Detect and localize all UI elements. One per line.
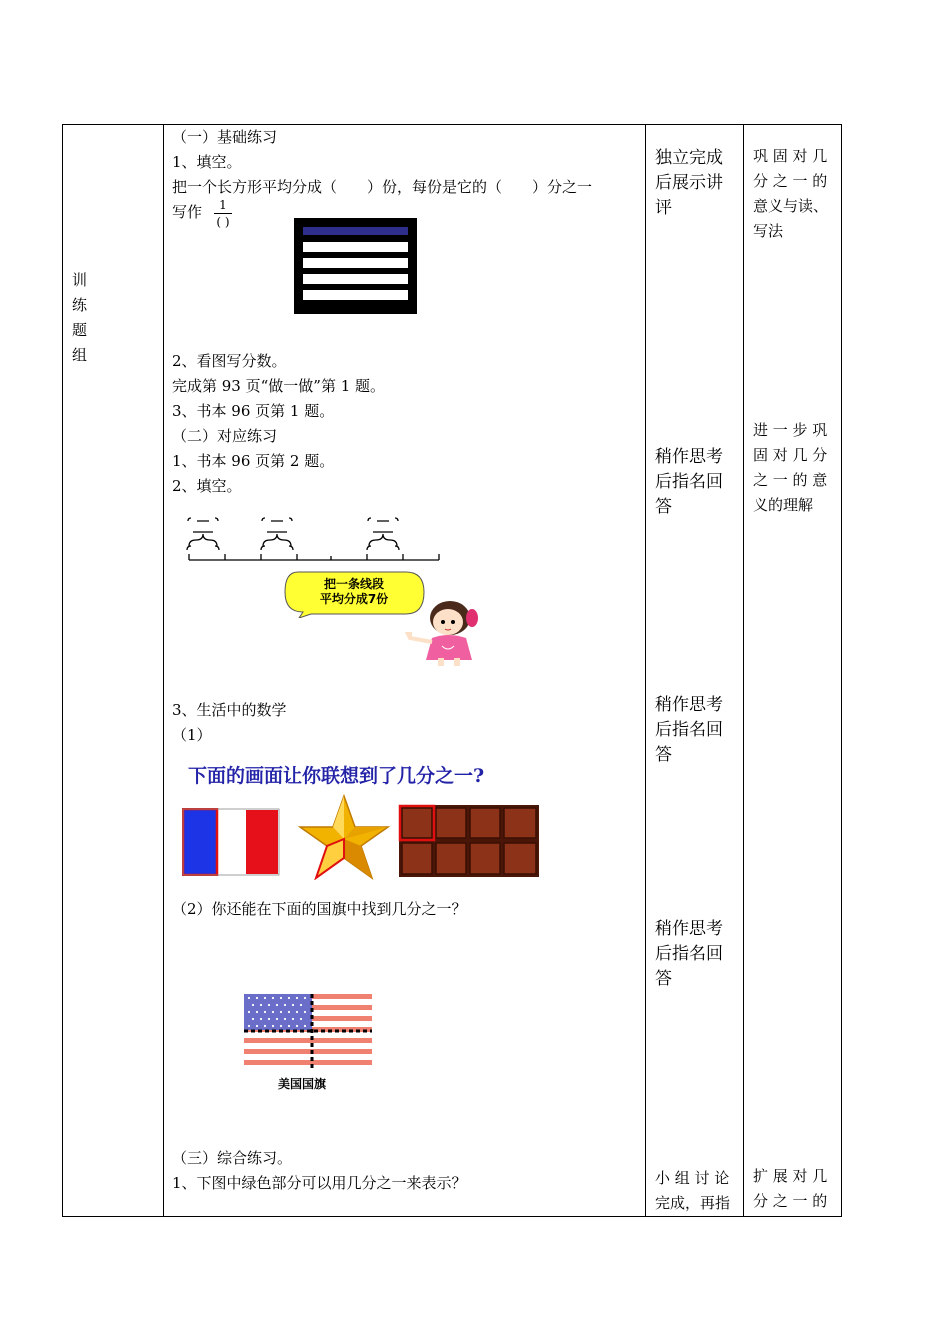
activity-line: 答 (655, 969, 672, 989)
column-divider-2 (645, 124, 646, 1217)
fraction-bar (214, 213, 232, 214)
activity-line: 后指名回 (655, 944, 723, 964)
us-flag-caption: 美国国旗 (278, 1077, 327, 1091)
basic-q2-text: 完成第 93 页“做一做”第 1 题。 (172, 377, 386, 395)
table-top-border (62, 124, 842, 125)
rectangle-parts-figure (294, 218, 417, 314)
bubble-text (296, 577, 412, 607)
basic-q2: 2、看图写分数。 (172, 352, 287, 370)
activity-line: 稍作思考 (655, 919, 723, 939)
corresponding-q1: 1、书本 96 页第 2 题。 (172, 452, 335, 470)
basic-q1: 1、填空。 (172, 153, 242, 171)
activity-line: 小 组 讨 论 (655, 1169, 730, 1187)
fraction-numerator: 1 (219, 198, 227, 212)
activity-line: 完成，再指 (655, 1194, 731, 1212)
star-figure (298, 794, 390, 880)
purpose-line: 巩 固 对 几 (753, 147, 828, 165)
bubble-line-1: 把一条线段 (323, 577, 384, 591)
comprehensive-heading: （三）综合练习。 (172, 1149, 293, 1167)
basic-q3: 3、书本 96 页第 1 题。 (172, 402, 335, 420)
column-divider-1 (163, 124, 164, 1217)
activity-line: 稍作思考 (655, 447, 723, 467)
fraction-denominator: ( ) (216, 215, 230, 229)
purpose-line: 固 对 几 分 (753, 446, 828, 464)
section-label-char: 练 (72, 296, 88, 314)
activity-line: 后展示讲 (655, 173, 723, 193)
purpose-line: 分 之 一 的 (753, 1192, 828, 1210)
basic-q1-text: 把一个长方形平均分成（ ）份，每份是它的（ ）分之一 (172, 178, 593, 196)
purpose-line: 分 之 一 的 (753, 172, 828, 190)
section-label-char: 题 (72, 321, 88, 339)
basic-q1-write: 写作 (172, 203, 203, 221)
corresponding-q3: 3、生活中的数学 (172, 701, 287, 719)
girl-illustration (402, 596, 486, 666)
section-label-char: 训 (72, 271, 88, 289)
table-bottom-border (62, 1216, 842, 1217)
fraction (212, 198, 234, 229)
purpose-line: 写法 (753, 222, 784, 240)
purpose-line: 意义与读、 (753, 197, 829, 215)
activity-line: 答 (655, 497, 672, 517)
line-segment-figure (185, 510, 445, 566)
basic-heading: （一）基础练习 (172, 128, 278, 146)
table-left-border (62, 124, 63, 1217)
purpose-line: 之 一 的 意 (753, 471, 828, 489)
activity-line: 后指名回 (655, 472, 723, 492)
french-flag-figure (182, 808, 280, 876)
activity-line: 稍作思考 (655, 695, 723, 715)
imagination-prompt: 下面的画面让你联想到了几分之一? (188, 765, 485, 787)
purpose-line: 扩 展 对 几 (753, 1167, 828, 1185)
chocolate-figure (398, 804, 540, 878)
corresponding-q3-1: （1） (172, 726, 212, 744)
purpose-line: 义的理解 (753, 496, 814, 514)
corresponding-heading: （二）对应练习 (172, 427, 278, 445)
activity-line: 后指名回 (655, 720, 723, 740)
corresponding-q3-2: （2）你还能在下面的国旗中找到几分之一？ (172, 900, 467, 918)
purpose-line: 进 一 步 巩 (753, 421, 828, 439)
activity-line: 独立完成 (655, 148, 723, 168)
section-label-char: 组 (72, 346, 88, 364)
us-flag-figure (244, 994, 372, 1070)
corresponding-q2: 2、填空。 (172, 477, 242, 495)
column-divider-3 (743, 124, 744, 1217)
bubble-line-2: 平均分成7份 (319, 592, 389, 606)
activity-line: 答 (655, 745, 672, 765)
activity-line: 评 (655, 198, 672, 218)
table-right-border (841, 124, 842, 1217)
comprehensive-q1: 1、下图中绿色部分可以用几分之一来表示？ (172, 1174, 467, 1192)
